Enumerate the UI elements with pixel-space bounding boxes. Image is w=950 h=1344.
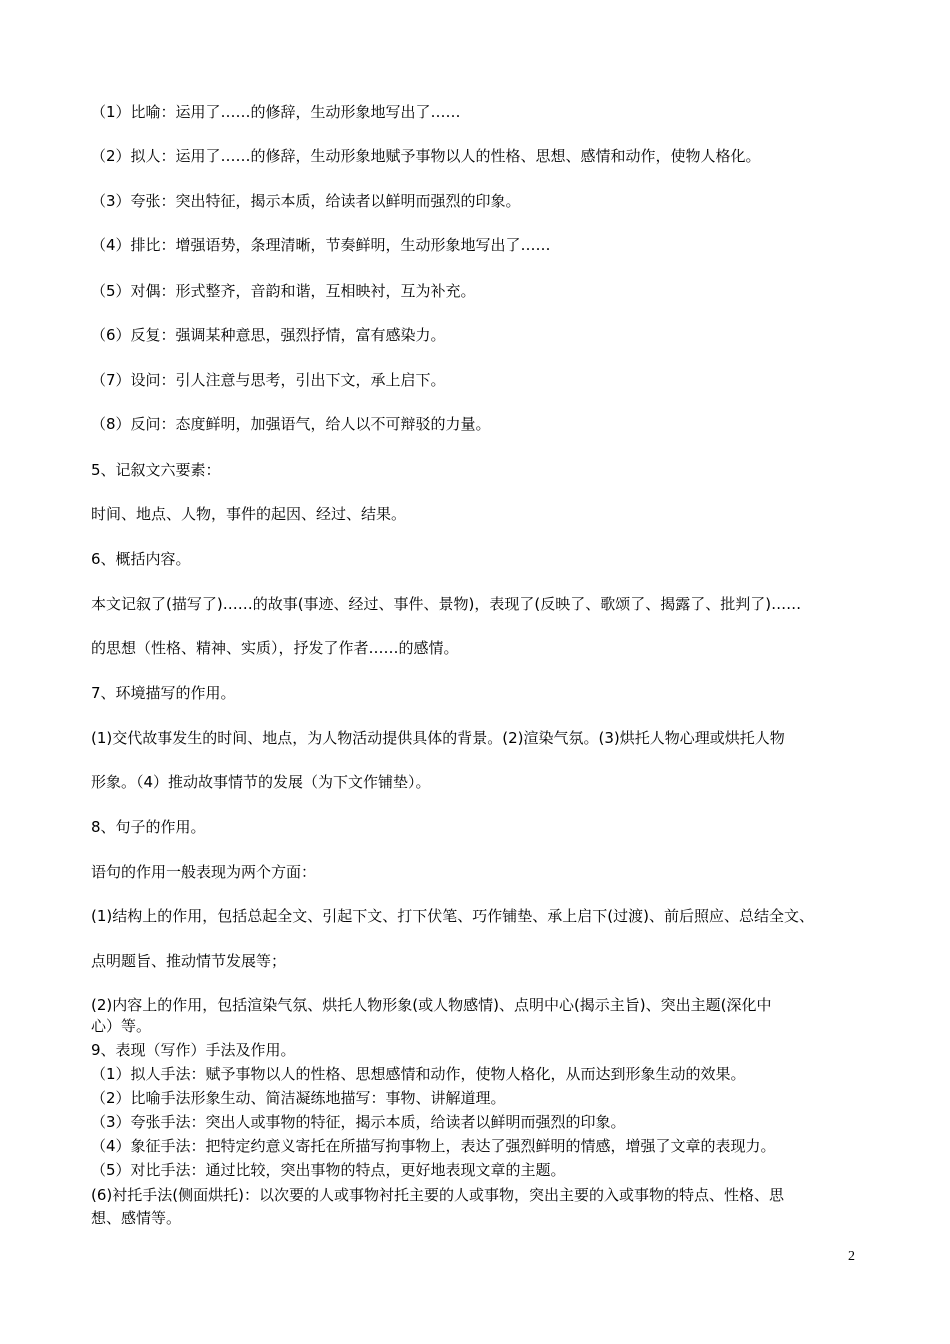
section-heading: 5、记叙文六要素： <box>91 461 221 479</box>
text-line: （4）排比：增强语势，条理清晰，节奏鲜明，生动形象地写出了…… <box>91 236 551 254</box>
text-line: 语句的作用一般表现为两个方面： <box>91 863 317 881</box>
text-line: 时间、地点、人物，事件的起因、经过、结果。 <box>91 505 407 523</box>
section-heading: 8、句子的作用。 <box>91 818 206 836</box>
text-line: （5）对偶：形式整齐，音韵和谐，互相映衬，互为补充。 <box>91 282 476 300</box>
text-line: (1)交代故事发生的时间、地点，为人物活动提供具体的背景。(2)渲染气氛。(3)烘托人物心理或烘托人物 <box>91 729 785 747</box>
text-line: （3）夸张：突出特征，揭示本质，给读者以鲜明而强烈的印象。 <box>91 192 521 210</box>
text-line: （1）比喻：运用了……的修辞，生动形象地写出了…… <box>91 103 461 121</box>
text-line: （8）反问：态度鲜明，加强语气，给人以不可辩驳的力量。 <box>91 415 491 433</box>
text-line: (2)内容上的作用，包括渲染气氛、烘托人物形象(或人物感情)、点明中心(揭示主旨)、突出主题(深化中 <box>91 996 772 1014</box>
text-line: 心）等。 <box>91 1017 152 1035</box>
text-line: 本文记叙了(描写了)……的故事(事迹、经过、事件、景物)，表现了(反映了、歌颂了、揭露了、批判了)…… <box>91 595 802 613</box>
page-number: 2 <box>848 1249 855 1264</box>
text-line: （3）夸张手法：突出人或事物的特征，揭示本质，给读者以鲜明而强烈的印象。 <box>91 1113 626 1131</box>
text-line: （6）反复：强调某种意思，强烈抒情，富有感染力。 <box>91 326 446 344</box>
text-line: （2）拟人：运用了……的修辞，生动形象地赋予事物以人的性格、思想、感情和动作，使物人格化。 <box>91 147 761 165</box>
text-line: （5）对比手法：通过比较，突出事物的特点，更好地表现文章的主题。 <box>91 1161 566 1179</box>
section-heading: 6、概括内容。 <box>91 550 191 568</box>
text-line: (6)衬托手法(侧面烘托)：以次要的人或事物衬托主要的人或事物，突出主要的入或事物的特点、性格、思 <box>91 1186 784 1204</box>
text-line: 形象。（4）推动故事情节的发展（为下文作铺垫）。 <box>91 773 431 791</box>
section-heading: 9、表现（写作）手法及作用。 <box>91 1041 296 1059</box>
text-line: （2）比喻手法形象生动、简洁凝练地描写：事物、讲解道理。 <box>91 1089 506 1107</box>
text-line: （1）拟人手法：赋予事物以人的性格、思想感情和动作，使物人格化，从而达到形象生动的效果。 <box>91 1065 746 1083</box>
text-line: (1)结构上的作用，包括总起全文、引起下文、打下伏笔、巧作铺垫、承上启下(过渡)、前后照应、总结全文、 <box>91 907 814 925</box>
text-line: 点明题旨、推动情节发展等； <box>91 952 287 970</box>
text-line: （7）设问：引人注意与思考，引出下文，承上启下。 <box>91 371 446 389</box>
text-line: 想、感情等。 <box>91 1209 182 1227</box>
section-heading: 7、环境描写的作用。 <box>91 684 236 702</box>
text-line: （4）象征手法：把特定约意义寄托在所描写拘事物上，表达了强烈鲜明的情感，增强了文章的表现力。 <box>91 1137 776 1155</box>
text-line: 的思想（性格、精神、实质），抒发了作者……的感情。 <box>91 639 459 657</box>
